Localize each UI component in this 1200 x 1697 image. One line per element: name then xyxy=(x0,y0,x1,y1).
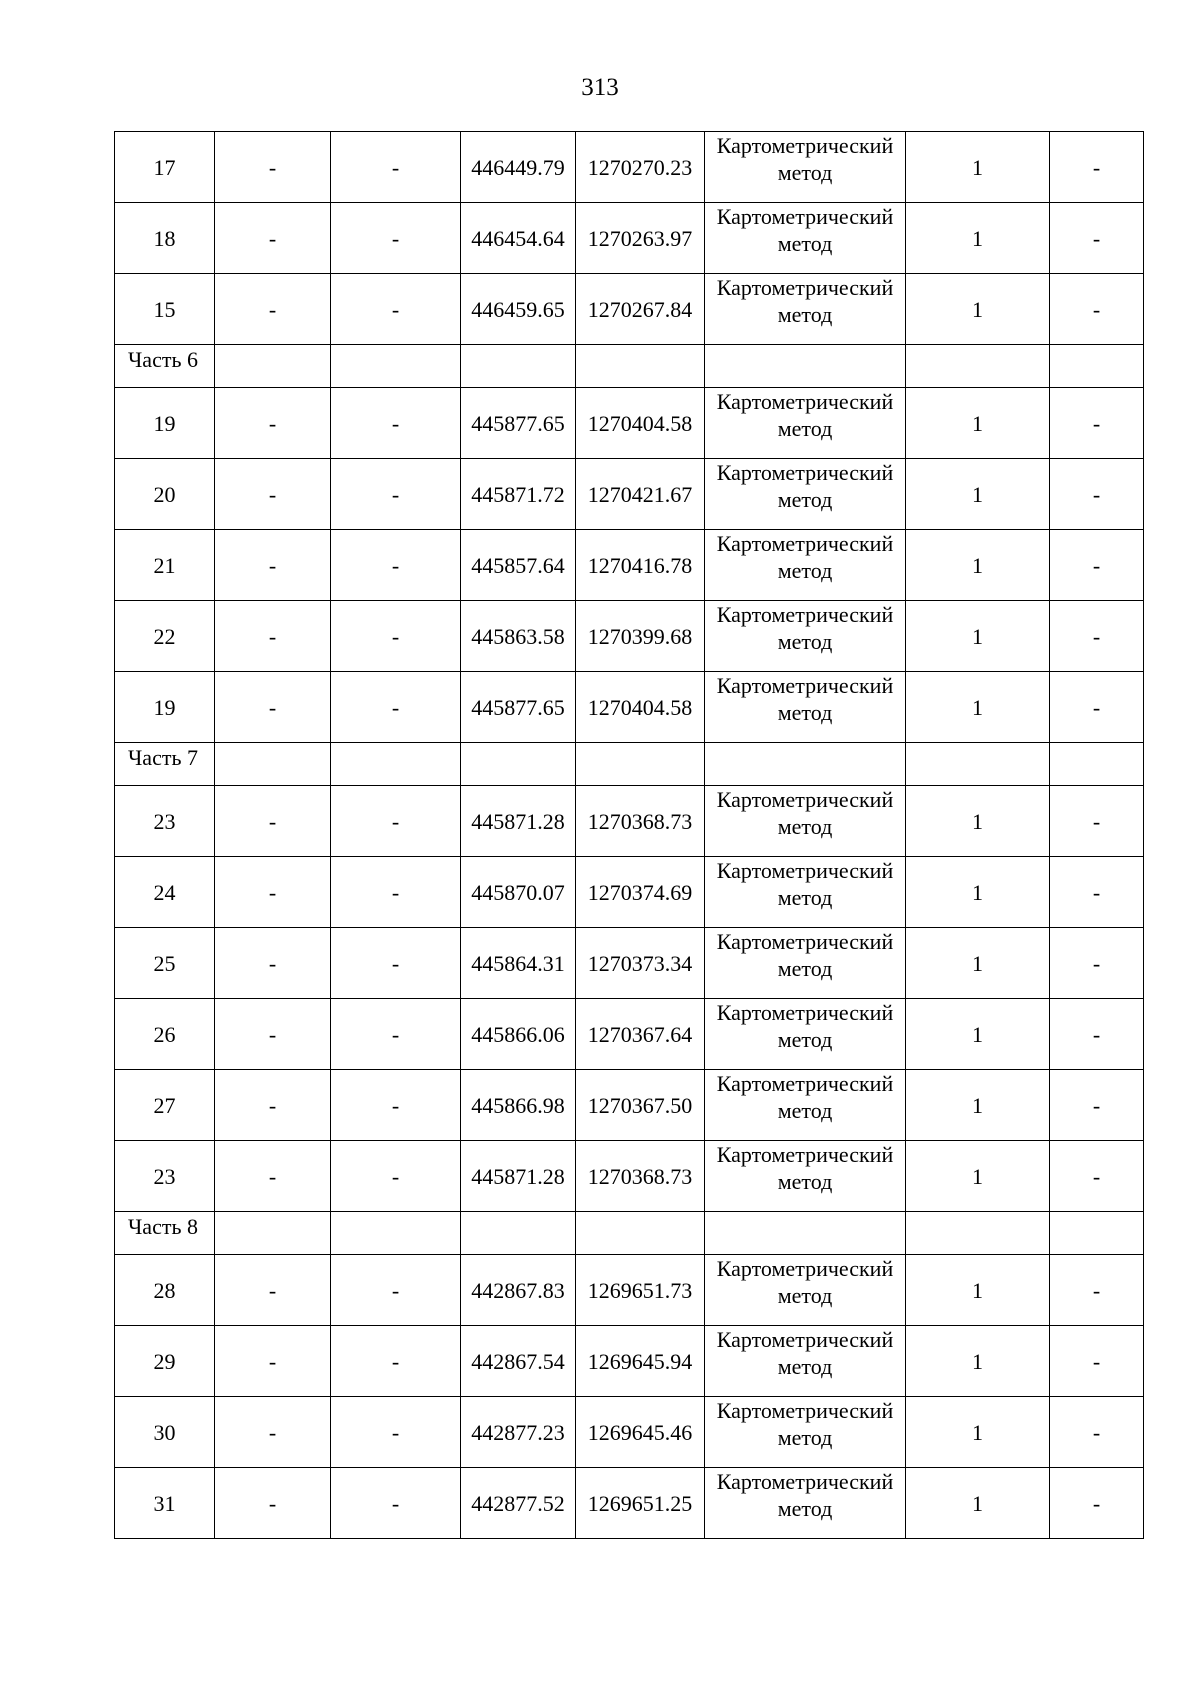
method-cell xyxy=(705,1141,906,1212)
prev-y-cell: - xyxy=(331,928,461,999)
method-line: метод xyxy=(777,1283,833,1308)
y-coordinate-cell: 1270399.68 xyxy=(576,601,705,672)
method-line: метод xyxy=(777,1425,833,1450)
method-cell xyxy=(705,1326,906,1397)
accuracy-cell: 1 xyxy=(906,1326,1050,1397)
method-line: метод xyxy=(777,302,833,327)
x-coordinate-cell: 445877.65 xyxy=(461,672,576,743)
method-cell xyxy=(705,459,906,530)
method-line: Картометрический xyxy=(716,787,894,812)
method-line: метод xyxy=(777,487,833,512)
empty-cell xyxy=(906,345,1050,388)
prev-x-cell: - xyxy=(215,1141,331,1212)
empty-cell xyxy=(576,743,705,786)
method-cell xyxy=(705,1397,906,1468)
table-row xyxy=(115,1326,1144,1397)
table-row xyxy=(115,459,1144,530)
table-row xyxy=(115,999,1144,1070)
description-cell: - xyxy=(1050,1141,1144,1212)
method-line: метод xyxy=(777,1354,833,1379)
table-row xyxy=(115,672,1144,743)
accuracy-cell: 1 xyxy=(906,672,1050,743)
accuracy-cell: 1 xyxy=(906,1141,1050,1212)
y-coordinate-cell: 1270421.67 xyxy=(576,459,705,530)
point-number-cell: 27 xyxy=(115,1070,215,1141)
prev-y-cell: - xyxy=(331,459,461,530)
prev-y-cell: - xyxy=(331,1397,461,1468)
x-coordinate-cell: 445866.98 xyxy=(461,1070,576,1141)
empty-cell xyxy=(576,345,705,388)
table-row xyxy=(115,928,1144,999)
accuracy-cell: 1 xyxy=(906,857,1050,928)
empty-cell xyxy=(331,1212,461,1255)
prev-x-cell: - xyxy=(215,1397,331,1468)
prev-x-cell: - xyxy=(215,857,331,928)
coordinates-table xyxy=(114,131,1144,1539)
accuracy-cell: 1 xyxy=(906,459,1050,530)
prev-y-cell: - xyxy=(331,857,461,928)
method-line: Картометрический xyxy=(716,1142,894,1167)
table-row xyxy=(115,857,1144,928)
point-number-cell: 29 xyxy=(115,1326,215,1397)
point-number-cell: 26 xyxy=(115,999,215,1070)
table-row xyxy=(115,1141,1144,1212)
table-row xyxy=(115,1255,1144,1326)
y-coordinate-cell: 1270270.23 xyxy=(576,132,705,203)
empty-cell xyxy=(215,1212,331,1255)
table-row xyxy=(115,132,1144,203)
point-number-cell: 15 xyxy=(115,274,215,345)
table-row xyxy=(115,274,1144,345)
method-line: метод xyxy=(777,1496,833,1521)
y-coordinate-cell: 1270263.97 xyxy=(576,203,705,274)
part-label: Часть 6 xyxy=(115,345,215,388)
point-number-cell: 31 xyxy=(115,1468,215,1539)
y-coordinate-cell: 1270368.73 xyxy=(576,1141,705,1212)
accuracy-cell: 1 xyxy=(906,1397,1050,1468)
method-line: Картометрический xyxy=(716,1469,894,1494)
accuracy-cell: 1 xyxy=(906,1255,1050,1326)
method-line: метод xyxy=(777,160,833,185)
part-header-row xyxy=(115,743,1144,786)
method-line: Картометрический xyxy=(716,1398,894,1423)
part-header-row xyxy=(115,1212,1144,1255)
empty-cell xyxy=(705,743,906,786)
accuracy-cell: 1 xyxy=(906,530,1050,601)
description-cell: - xyxy=(1050,672,1144,743)
description-cell: - xyxy=(1050,1468,1144,1539)
accuracy-cell: 1 xyxy=(906,1468,1050,1539)
description-cell: - xyxy=(1050,786,1144,857)
description-cell: - xyxy=(1050,388,1144,459)
empty-cell xyxy=(461,345,576,388)
x-coordinate-cell: 446459.65 xyxy=(461,274,576,345)
accuracy-cell: 1 xyxy=(906,999,1050,1070)
prev-x-cell: - xyxy=(215,132,331,203)
method-cell xyxy=(705,1070,906,1141)
empty-cell xyxy=(215,345,331,388)
prev-x-cell: - xyxy=(215,1070,331,1141)
y-coordinate-cell: 1270416.78 xyxy=(576,530,705,601)
page-number: 313 xyxy=(581,74,619,101)
y-coordinate-cell: 1270368.73 xyxy=(576,786,705,857)
x-coordinate-cell: 445866.06 xyxy=(461,999,576,1070)
method-line: Картометрический xyxy=(716,1071,894,1096)
x-coordinate-cell: 442867.83 xyxy=(461,1255,576,1326)
part-label: Часть 7 xyxy=(115,743,215,786)
prev-x-cell: - xyxy=(215,928,331,999)
method-line: Картометрический xyxy=(716,1000,894,1025)
x-coordinate-cell: 445857.64 xyxy=(461,530,576,601)
method-cell xyxy=(705,274,906,345)
method-cell xyxy=(705,672,906,743)
method-line: Картометрический xyxy=(716,460,894,485)
prev-x-cell: - xyxy=(215,1326,331,1397)
prev-y-cell: - xyxy=(331,1141,461,1212)
table-row xyxy=(115,601,1144,672)
point-number-cell: 28 xyxy=(115,1255,215,1326)
method-line: Картометрический xyxy=(716,929,894,954)
y-coordinate-cell: 1270367.50 xyxy=(576,1070,705,1141)
prev-x-cell: - xyxy=(215,459,331,530)
description-cell: - xyxy=(1050,928,1144,999)
empty-cell xyxy=(576,1212,705,1255)
x-coordinate-cell: 442867.54 xyxy=(461,1326,576,1397)
accuracy-cell: 1 xyxy=(906,1070,1050,1141)
y-coordinate-cell: 1269651.25 xyxy=(576,1468,705,1539)
prev-y-cell: - xyxy=(331,1326,461,1397)
method-line: Картометрический xyxy=(716,1327,894,1352)
table-body xyxy=(115,132,1144,1539)
prev-y-cell: - xyxy=(331,274,461,345)
description-cell: - xyxy=(1050,999,1144,1070)
point-number-cell: 20 xyxy=(115,459,215,530)
accuracy-cell: 1 xyxy=(906,274,1050,345)
description-cell: - xyxy=(1050,274,1144,345)
y-coordinate-cell: 1270374.69 xyxy=(576,857,705,928)
empty-cell xyxy=(461,743,576,786)
y-coordinate-cell: 1270373.34 xyxy=(576,928,705,999)
x-coordinate-cell: 445870.07 xyxy=(461,857,576,928)
x-coordinate-cell: 445871.28 xyxy=(461,786,576,857)
point-number-cell: 23 xyxy=(115,1141,215,1212)
method-line: метод xyxy=(777,814,833,839)
method-cell xyxy=(705,132,906,203)
prev-y-cell: - xyxy=(331,530,461,601)
table-row xyxy=(115,1468,1144,1539)
method-line: Картометрический xyxy=(716,673,894,698)
x-coordinate-cell: 445871.72 xyxy=(461,459,576,530)
table-row xyxy=(115,1397,1144,1468)
empty-cell xyxy=(331,743,461,786)
accuracy-cell: 1 xyxy=(906,928,1050,999)
method-cell xyxy=(705,530,906,601)
point-number-cell: 23 xyxy=(115,786,215,857)
x-coordinate-cell: 445863.58 xyxy=(461,601,576,672)
method-cell xyxy=(705,928,906,999)
accuracy-cell: 1 xyxy=(906,601,1050,672)
method-cell xyxy=(705,388,906,459)
prev-y-cell: - xyxy=(331,672,461,743)
method-cell xyxy=(705,786,906,857)
method-line: Картометрический xyxy=(716,204,894,229)
prev-y-cell: - xyxy=(331,1070,461,1141)
empty-cell xyxy=(331,345,461,388)
method-cell xyxy=(705,857,906,928)
x-coordinate-cell: 442877.23 xyxy=(461,1397,576,1468)
part-header-row xyxy=(115,345,1144,388)
method-line: метод xyxy=(777,629,833,654)
prev-y-cell: - xyxy=(331,203,461,274)
prev-x-cell: - xyxy=(215,601,331,672)
prev-x-cell: - xyxy=(215,203,331,274)
prev-x-cell: - xyxy=(215,530,331,601)
empty-cell xyxy=(461,1212,576,1255)
method-cell xyxy=(705,1255,906,1326)
empty-cell xyxy=(1050,345,1144,388)
method-line: метод xyxy=(777,1027,833,1052)
method-line: Картометрический xyxy=(716,858,894,883)
point-number-cell: 30 xyxy=(115,1397,215,1468)
x-coordinate-cell: 445864.31 xyxy=(461,928,576,999)
y-coordinate-cell: 1270404.58 xyxy=(576,388,705,459)
prev-x-cell: - xyxy=(215,999,331,1070)
y-coordinate-cell: 1270367.64 xyxy=(576,999,705,1070)
prev-y-cell: - xyxy=(331,388,461,459)
prev-x-cell: - xyxy=(215,672,331,743)
prev-y-cell: - xyxy=(331,786,461,857)
accuracy-cell: 1 xyxy=(906,786,1050,857)
description-cell: - xyxy=(1050,530,1144,601)
table-row xyxy=(115,1070,1144,1141)
point-number-cell: 17 xyxy=(115,132,215,203)
point-number-cell: 19 xyxy=(115,388,215,459)
method-line: метод xyxy=(777,231,833,256)
prev-y-cell: - xyxy=(331,132,461,203)
table-row xyxy=(115,388,1144,459)
empty-cell xyxy=(906,743,1050,786)
empty-cell xyxy=(705,1212,906,1255)
table-row xyxy=(115,203,1144,274)
method-line: Картометрический xyxy=(716,1256,894,1281)
table-row xyxy=(115,786,1144,857)
point-number-cell: 25 xyxy=(115,928,215,999)
y-coordinate-cell: 1269651.73 xyxy=(576,1255,705,1326)
point-number-cell: 24 xyxy=(115,857,215,928)
method-line: метод xyxy=(777,558,833,583)
empty-cell xyxy=(1050,1212,1144,1255)
point-number-cell: 21 xyxy=(115,530,215,601)
method-cell xyxy=(705,999,906,1070)
method-line: метод xyxy=(777,1169,833,1194)
prev-x-cell: - xyxy=(215,1468,331,1539)
y-coordinate-cell: 1269645.46 xyxy=(576,1397,705,1468)
method-line: метод xyxy=(777,885,833,910)
empty-cell xyxy=(1050,743,1144,786)
method-cell xyxy=(705,601,906,672)
method-line: метод xyxy=(777,416,833,441)
x-coordinate-cell: 445877.65 xyxy=(461,388,576,459)
description-cell: - xyxy=(1050,203,1144,274)
description-cell: - xyxy=(1050,459,1144,530)
method-line: метод xyxy=(777,700,833,725)
description-cell: - xyxy=(1050,1070,1144,1141)
prev-x-cell: - xyxy=(215,274,331,345)
method-cell xyxy=(705,203,906,274)
method-line: Картометрический xyxy=(716,275,894,300)
method-line: Картометрический xyxy=(716,389,894,414)
prev-y-cell: - xyxy=(331,1255,461,1326)
x-coordinate-cell: 446454.64 xyxy=(461,203,576,274)
description-cell: - xyxy=(1050,601,1144,672)
method-line: Картометрический xyxy=(716,531,894,556)
empty-cell xyxy=(705,345,906,388)
y-coordinate-cell: 1270267.84 xyxy=(576,274,705,345)
description-cell: - xyxy=(1050,1397,1144,1468)
point-number-cell: 18 xyxy=(115,203,215,274)
prev-x-cell: - xyxy=(215,1255,331,1326)
accuracy-cell: 1 xyxy=(906,388,1050,459)
method-line: Картометрический xyxy=(716,602,894,627)
method-line: Картометрический xyxy=(716,133,894,158)
empty-cell xyxy=(215,743,331,786)
description-cell: - xyxy=(1050,857,1144,928)
point-number-cell: 19 xyxy=(115,672,215,743)
prev-y-cell: - xyxy=(331,999,461,1070)
x-coordinate-cell: 442877.52 xyxy=(461,1468,576,1539)
description-cell: - xyxy=(1050,1255,1144,1326)
x-coordinate-cell: 445871.28 xyxy=(461,1141,576,1212)
prev-x-cell: - xyxy=(215,786,331,857)
empty-cell xyxy=(906,1212,1050,1255)
method-line: метод xyxy=(777,956,833,981)
method-cell xyxy=(705,1468,906,1539)
method-line: метод xyxy=(777,1098,833,1123)
part-label: Часть 8 xyxy=(115,1212,215,1255)
description-cell: - xyxy=(1050,1326,1144,1397)
prev-y-cell: - xyxy=(331,1468,461,1539)
x-coordinate-cell: 446449.79 xyxy=(461,132,576,203)
y-coordinate-cell: 1269645.94 xyxy=(576,1326,705,1397)
description-cell: - xyxy=(1050,132,1144,203)
accuracy-cell: 1 xyxy=(906,132,1050,203)
y-coordinate-cell: 1270404.58 xyxy=(576,672,705,743)
prev-y-cell: - xyxy=(331,601,461,672)
point-number-cell: 22 xyxy=(115,601,215,672)
table-row xyxy=(115,530,1144,601)
prev-x-cell: - xyxy=(215,388,331,459)
accuracy-cell: 1 xyxy=(906,203,1050,274)
